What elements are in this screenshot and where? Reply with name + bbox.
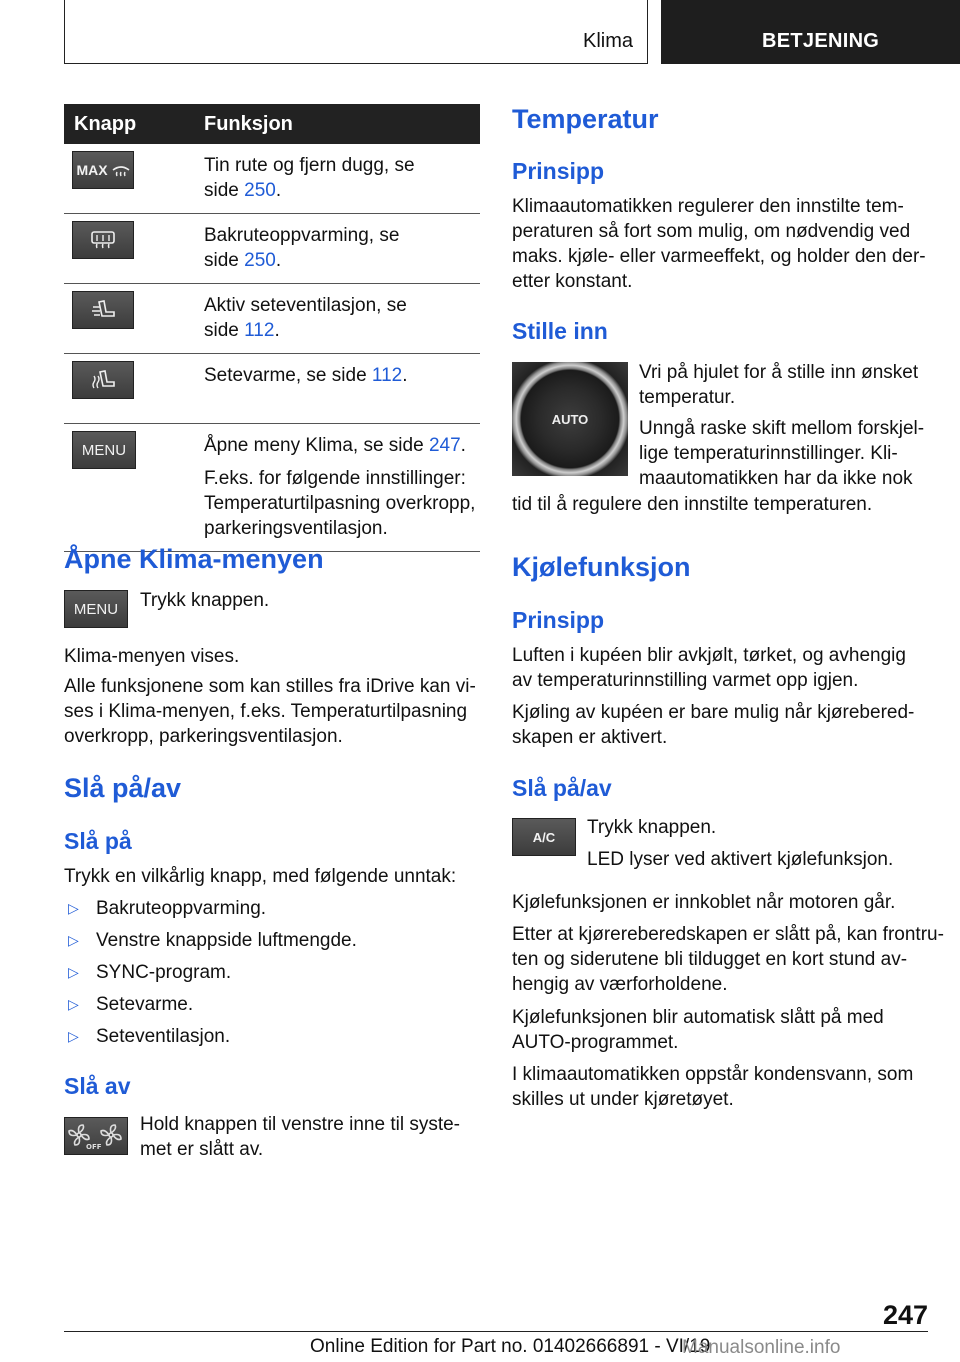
seat-ventilation-button-image — [72, 291, 134, 329]
triangle-bullet-icon: ▷ — [68, 900, 79, 916]
temp-principle-text: Klimaautomatikken regulerer den innstilte tem- peraturen så fort som mulig, om nødvendig ved maks. kjøle- eller varmeeffekt, og holder den der- etter konstant. — [512, 196, 926, 292]
triangle-bullet-icon: ▷ — [68, 996, 79, 1012]
fan-off-icon — [67, 1121, 125, 1151]
menu-shown-text: Klima-menyen vises. — [64, 646, 240, 667]
cooling-principle-text: Luften i kupéen blir avkjølt, tørket, og avhengig av temperaturinnstilling varmet opp igjen. — [512, 645, 906, 691]
table-row: MENU Åpne meny Klima, se side 247. F.eks. for følgende innstillinger: Temperaturtilpasning overkropp, parkeringsventilasjon. — [64, 424, 480, 552]
page-ref-link[interactable]: 250 — [244, 180, 276, 201]
header-chapter: Klima — [582, 30, 633, 52]
max-defrost-button-image: MAX — [72, 151, 134, 189]
temperature-knob-image — [512, 362, 628, 476]
condensation-text: I klimaautomatikken oppstår kondensvann, som skilles ut under kjøretøyet. — [512, 1064, 914, 1110]
table-row: Aktiv seteventilasjon, se side 112. — [64, 284, 480, 354]
table-header-funksjon: Funksjon — [182, 104, 480, 144]
svg-text:OFF: OFF — [86, 1143, 102, 1151]
set-warning-text: Unngå raske skift mellom forskjel- lige temperaturinnstillinger. Kli- maautomatikken har da ikke nok — [639, 418, 925, 489]
menu-button-image: MENU — [64, 590, 128, 628]
set-warning-text-end: tid til å regulere den innstilte temperaturen. — [512, 494, 873, 515]
triangle-bullet-icon: ▷ — [68, 1028, 79, 1044]
seat-ventilation-icon — [90, 298, 116, 322]
heading-principle: Prinsipp — [512, 158, 605, 184]
fogging-text: Etter at kjørereberedskapen er slått på, kan frontru- ten og siderutene bli tildugget en kort stund av- hengig av værforholdene. — [512, 924, 944, 995]
header-section: BETJENING — [762, 30, 880, 52]
page-number: 247 — [882, 1300, 928, 1330]
triangle-bullet-icon: ▷ — [68, 932, 79, 948]
heading-temperature: Temperatur — [512, 104, 659, 134]
list-item: ▷ Bakruteoppvarming. — [64, 896, 357, 921]
table-row: Setevarme, se side 112. — [64, 354, 480, 424]
menu-description: Alle funksjonene som kan stilles fra iDrive kan vi- ses i Klima-menyen, f.eks. Temperaturtilpasning overkropp, parkeringsventilasjon. — [64, 676, 476, 747]
cooling-condition-text: Kjøling av kupéen er bare mulig når kjørebered- skapen er aktivert. — [512, 702, 915, 748]
edition-text: Online Edition for Part no. 01402666891 - VI/19 — [310, 1336, 711, 1357]
list-item: ▷ Seteventilasjon. — [64, 1024, 357, 1049]
exception-list — [64, 896, 357, 1049]
table-row: Bakruteoppvarming, se side 250. — [64, 214, 480, 284]
heading-cooling: Kjølefunksjon — [512, 552, 691, 582]
page-ref-link[interactable]: 112 — [244, 320, 275, 341]
footer-divider — [64, 1331, 928, 1332]
rear-window-heating-icon — [89, 230, 117, 250]
page-ref-link[interactable]: 112 — [371, 365, 403, 386]
cooling-engine-text: Kjølefunksjonen er innkoblet når motoren går. — [512, 892, 896, 913]
heading-on-off: Slå på/av — [64, 773, 182, 803]
header-chapter-box — [64, 0, 648, 64]
heading-switch-on: Slå på — [64, 828, 132, 854]
header-section-box — [661, 0, 960, 64]
heading-principle-cooling: Prinsipp — [512, 607, 605, 633]
triangle-bullet-icon: ▷ — [68, 964, 79, 980]
left-column — [64, 104, 480, 552]
fan-off-button-image — [64, 1117, 128, 1155]
windshield-defrost-icon — [112, 162, 130, 178]
seat-heating-button-image — [72, 361, 134, 399]
heading-switch-off: Slå av — [64, 1073, 131, 1099]
list-item: ▷ Venstre knappside luftmengde. — [64, 928, 357, 953]
seat-heating-icon — [90, 368, 116, 392]
menu-press-text: Trykk knappen. — [140, 590, 270, 611]
heading-set: Stille inn — [512, 318, 608, 344]
auto-program-text: Kjølefunksjonen blir automatisk slått på med AUTO-programmet. — [512, 1007, 884, 1053]
button-function-table — [64, 104, 480, 552]
heading-on-off-cooling: Slå på/av — [512, 775, 612, 801]
switch-off-text: Hold knappen til venstre inne til syste- met er slått av. — [140, 1114, 460, 1160]
ac-button-image: A/C — [512, 818, 576, 856]
set-instruction-text: Vri på hjulet for å stille inn ønsket temperatur. — [639, 362, 919, 408]
ac-led-text: LED lyser ved aktivert kjølefunksjon. — [587, 849, 894, 870]
list-item: ▷ SYNC-program. — [64, 960, 357, 985]
ac-press-text: Trykk knappen. — [587, 817, 717, 838]
page-ref-link[interactable]: 247 — [428, 435, 461, 456]
list-item: ▷ Setevarme. — [64, 992, 357, 1017]
knob-auto-label: AUTO — [551, 411, 589, 427]
watermark: Manualsonline.info — [682, 1337, 841, 1358]
rear-defrost-button-image — [72, 221, 134, 259]
switch-on-intro: Trykk en vilkårlig knapp, med følgende unntak: — [64, 866, 457, 887]
table-row: MAX Tin rute og fjern dugg, se side 250. — [64, 144, 480, 214]
table-header-knapp: Knapp — [64, 104, 182, 144]
heading-open-climate-menu: Åpne Klima-menyen — [64, 544, 324, 574]
page-ref-link[interactable]: 250 — [244, 250, 276, 271]
menu-button-image: MENU — [72, 431, 136, 469]
